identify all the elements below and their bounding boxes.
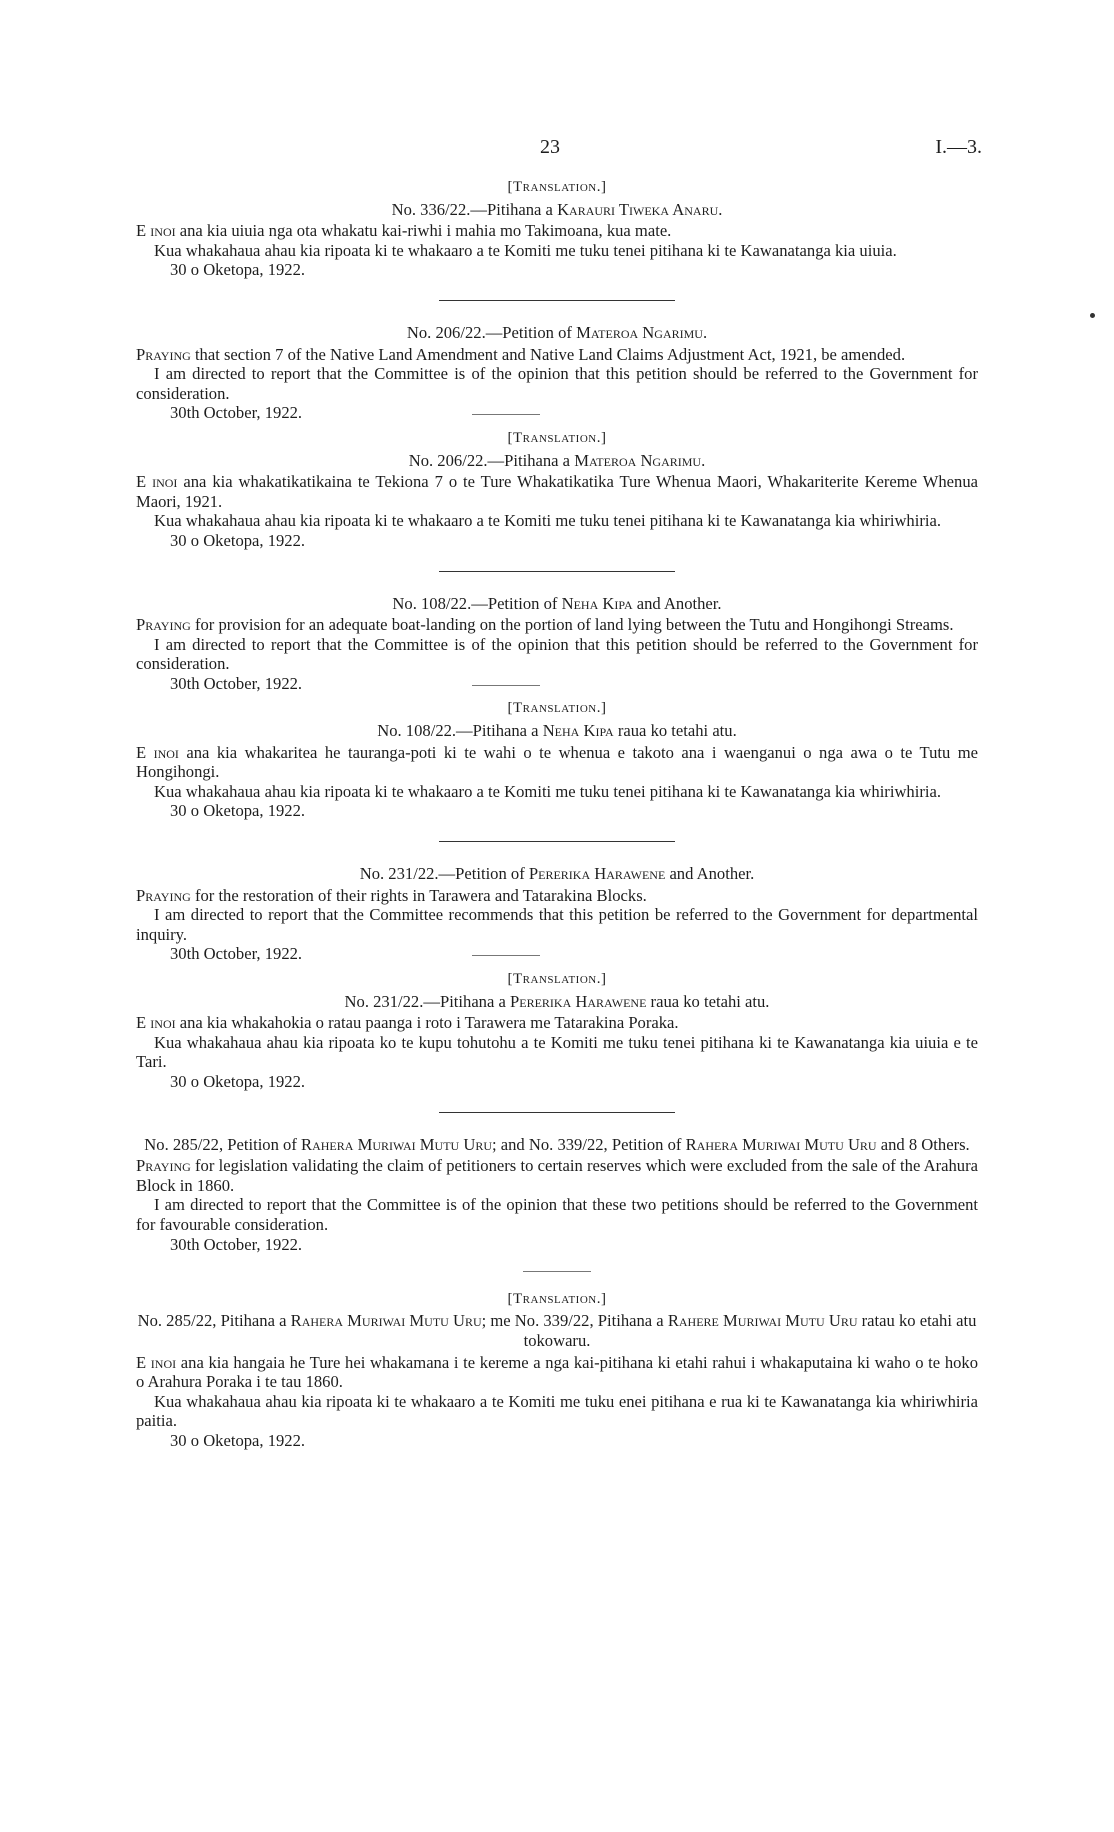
petition-prayer: Praying for legislation validating the claim of petitioners to certain reserves which were excluded from the sale of the Arahura Block in 1860. (136, 1156, 978, 1195)
petitioner-name: Neha Kipa (561, 593, 633, 613)
petition-prayer: E inoi ana kia uiuia nga ota whakatu kai-riwhi i mahia mo Takimoana, kua mate. (136, 221, 672, 241)
translation-label: [Translation.] (507, 971, 607, 987)
petition-heading: No. 231/22.—Pitihana a Pererika Harawene raua ko tetahi atu. (344, 991, 770, 1011)
section-divider (439, 841, 675, 842)
petition-heading: No. 336/22.—Pitihana a Karauri Tiweka Anaru. (391, 199, 723, 219)
report-date: 30th October, 1922. (136, 674, 978, 694)
section-divider (439, 571, 675, 572)
report-date: 30 o Oketopa, 1922. (170, 530, 306, 550)
petition-206-translation (136, 429, 978, 551)
short-divider (472, 414, 540, 415)
petition-heading: No. 206/22.—Pitihana a Materoa Ngarimu. (408, 450, 706, 470)
committee-report: Kua whakahaua ahau kia ripoata ki te whakaaro a te Komiti me tuku tenei pitihana ki te Kawanatanga kia whiriwhiria. (154, 781, 941, 801)
petitioner-name: Rahera Muriwai Mutu Uru (301, 1134, 493, 1154)
report-date: 30th October, 1922. (136, 944, 978, 964)
report-date: 30 o Oketopa, 1922. (170, 801, 306, 821)
petition-heading: No. 231/22.—Petition of Pererika Harawene and Another. (359, 864, 755, 884)
petition-231-translation (136, 970, 978, 1092)
petition-prayer: E inoi ana kia hangaia he Ture hei whakamana i te kereme a nga kai-pitihana ki etahi rahui i whakaputaina ki waho o te hoko o Arahura Poraka i te tau 1860. (136, 1352, 979, 1392)
petition-108-translation (136, 699, 978, 821)
translation-label: [Translation.] (507, 179, 607, 195)
committee-report: Kua whakahaua ahau kia ripoata ki te whakaaro a te Komiti me tuku enei pitihana e rua ki te Kawanatanga kia whiriwhiria paitia. (136, 1391, 978, 1431)
committee-report: I am directed to report that the Committee is of the opinion that these two petitions should be referred to the Government for favourable consideration. (136, 1195, 978, 1234)
translation-label: [Translation.] (507, 700, 607, 717)
petition-heading: No. 285/22, Petition of Rahera Muriwai Mutu Uru; and No. 339/22, Petition of Rahera Muriwai Mutu Uru and 8 Others. (144, 1134, 970, 1154)
petitioner-name: Materoa Ngarimu. (574, 450, 706, 470)
petition-285-339 (136, 1135, 978, 1280)
committee-report: Kua whakahaua ahau kia ripoata ki te whakaaro a te Komiti me tuku tenei pitihana ki te Kawanatanga kia uiuia. (154, 240, 897, 260)
margin-dot (1090, 313, 1095, 318)
report-date: 30th October, 1922. (170, 1234, 303, 1254)
petition-heading: No. 285/22, Pitihana a Rahera Muriwai Mutu Uru; me No. 339/22, Pitihana a Rahere Muriwai Mutu Uru ratau ko etahi atu tokowaru. (137, 1311, 977, 1350)
petition-heading: No. 108/22.—Pitihana a Neha Kipa raua ko tetahi atu. (377, 721, 737, 741)
petitioner-name: Rahera Muriwai Mutu Uru (290, 1311, 482, 1331)
petition-prayer: E inoi ana kia whakaritea he tauranga-poti ki te wahi o te whenua e takoto ana i waenganui o nga awa o te Tutu me Hongihongi. (136, 742, 978, 782)
page-body (136, 178, 978, 1456)
petition-285-339-translation (136, 1290, 978, 1451)
petition-heading: No. 206/22.—Petition of Materoa Ngarimu. (406, 322, 708, 342)
section-divider (439, 300, 675, 301)
petition-prayer: Praying that section 7 of the Native Land Amendment and Native Land Claims Adjustment Act, 1921, be amended. (136, 344, 906, 364)
document-reference: I.—3. (935, 136, 982, 158)
translation-label: [Translation.] (507, 429, 607, 446)
petitioner-name: Rahera Muriwai Mutu Uru (685, 1134, 877, 1154)
report-date: 30th October, 1922. (136, 403, 978, 423)
report-date: 30 o Oketopa, 1922. (170, 1430, 306, 1450)
report-date: 30 o Oketopa, 1922. (170, 260, 306, 280)
petition-206 (136, 323, 978, 423)
petition-prayer: E inoi ana kia whakatikatikaina te Tekiona 7 o te Ture Whakatikatika Ture Whenua Maori, Whakariterite Kereme Whenua Maori, 1921. (136, 472, 978, 511)
page-number: 23 (540, 136, 560, 158)
committee-report: Kua whakahaua ahau kia ripoata ko te kupu tohutohu a te Komiti me tuku tenei pitihana ki te Kawanatanga kia uiuia e te Tari. (136, 1032, 978, 1072)
committee-report: I am directed to report that the Committee recommends that this petition be referred to the Government for departmental inquiry. (136, 905, 978, 944)
petition-heading: No. 108/22.—Petition of Neha Kipa and Another. (392, 593, 722, 613)
petition-prayer: Praying for provision for an adequate boat-landing on the portion of land lying between the Tutu and Hongihongi Streams. (136, 615, 954, 635)
petition-336-translation (136, 178, 978, 280)
section-divider (439, 1112, 675, 1113)
committee-report: Kua whakahaua ahau kia ripoata ki te whakaaro a te Komiti me tuku tenei pitihana ki te Kawanatanga kia whiriwhiria. (154, 511, 941, 531)
petitioner-name: Pererika Harawene (528, 864, 666, 884)
petition-231 (136, 864, 978, 964)
petition-prayer: E inoi ana kia whakahokia o ratau paanga i roto i Tarawera me Tatarakina Poraka. (136, 1013, 679, 1033)
committee-report: I am directed to report that the Committee is of the opinion that this petition should be referred to the Government for consideration. (136, 364, 978, 403)
short-divider (472, 955, 540, 956)
committee-report: I am directed to report that the Committee is of the opinion that this petition should be referred to the Government for consideration. (136, 634, 978, 674)
petition-108 (136, 594, 978, 694)
petitioner-name: Karauri Tiweka Anaru. (557, 199, 723, 219)
report-date: 30 o Oketopa, 1922. (170, 1071, 306, 1091)
petitioner-name: Rahere Muriwai Mutu Uru (667, 1311, 858, 1331)
petitioner-name: Materoa Ngarimu. (576, 322, 708, 342)
short-divider (523, 1271, 591, 1272)
short-divider (472, 685, 540, 686)
translation-label: [Translation.] (507, 1290, 607, 1307)
petition-prayer: Praying for the restoration of their rights in Tarawera and Tatarakina Blocks. (136, 885, 647, 905)
petitioner-name: Neha Kipa (542, 721, 614, 741)
petitioner-name: Pererika Harawene (510, 991, 647, 1011)
